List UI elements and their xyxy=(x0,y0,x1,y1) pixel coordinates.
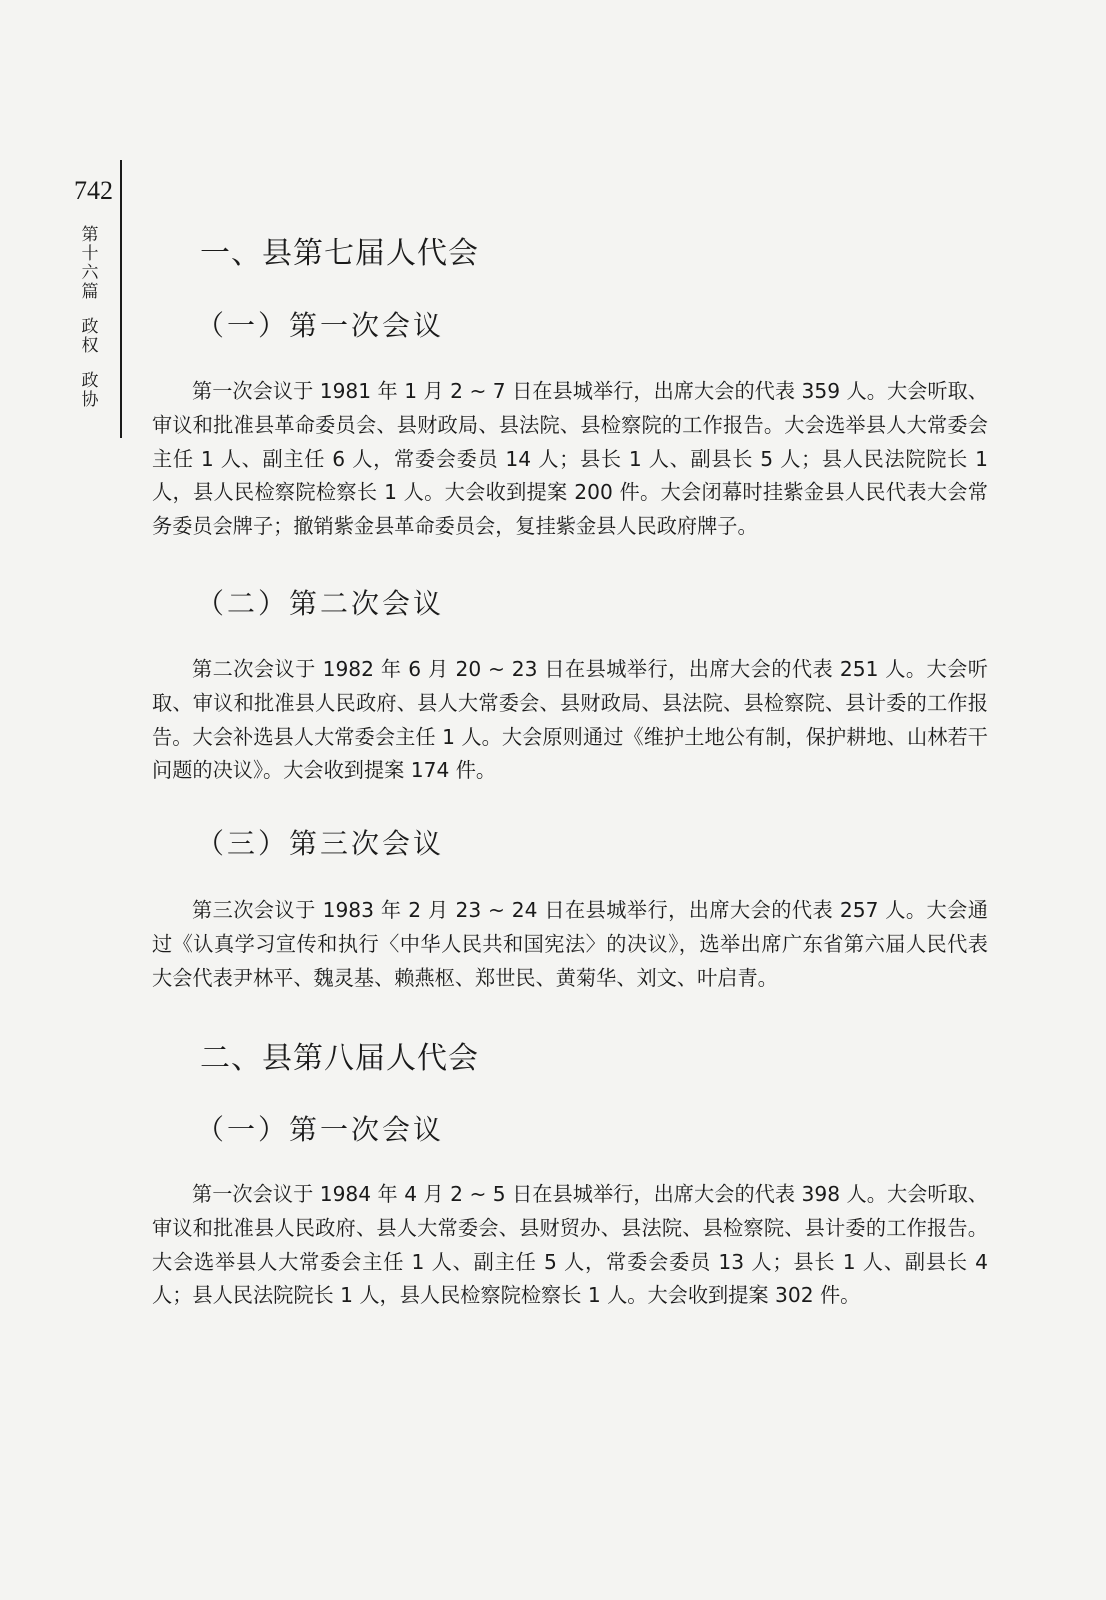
meeting-heading: （三）第三次会议 xyxy=(196,827,445,860)
meeting-heading: （一）第一次会议 xyxy=(196,1113,445,1146)
section-heading: 一、县第七届人代会 xyxy=(200,236,479,271)
margin-rule xyxy=(120,160,122,438)
running-head-vertical xyxy=(78,226,102,410)
meeting-heading: （一）第一次会议 xyxy=(196,309,445,342)
page-number: 742 xyxy=(74,176,113,205)
meeting-paragraph: 第一次会议于 1984 年 4 月 2 ~ 5 日在县城举行，出席大会的代表 398 人。大会听取、审议和批准县人民政府、县人大常委会、县财贸办、县法院、县检察院、县计委的工作报告。大会选举县人大常委会主任 1 人、副主任 5 人，常委会委员 13 人；县长 1 人、副县长 4 人；县人民法院院长 1 人，县人民检察院检察长 1 人。大会收到提案 302 件。 xyxy=(152,1182,988,1308)
meeting-paragraph: 第二次会议于 1982 年 6 月 20 ~ 23 日在县城举行，出席大会的代表 251 人。大会听取、审议和批准县人民政府、县人大常委会、县财政局、县法院、县检察院、县计委的工作报告。大会补选县人大常委会主任 1 人。大会原则通过《维护土地公有制，保护耕地、山林若干问题的决议》。大会收到提案 174 件。 xyxy=(152,657,988,783)
meeting-paragraph: 第三次会议于 1983 年 2 月 23 ~ 24 日在县城举行，出席大会的代表 257 人。大会通过《认真学习宣传和执行〈中华人民共和国宪法〉的决议》，选举出席广东省第六届人民代表大会代表尹林平、魏灵基、赖燕枢、郑世民、黄菊华、刘文、叶启青。 xyxy=(152,898,988,990)
running-head-part: 第十六篇 xyxy=(81,225,99,302)
running-head-topic-2: 政协 xyxy=(81,371,99,410)
meeting-paragraph: 第一次会议于 1981 年 1 月 2 ~ 7 日在县城举行，出席大会的代表 359 人。大会听取、审议和批准县革命委员会、县财政局、县法院、县检察院的工作报告。大会选举县人大常委会主任 1 人、副主任 6 人，常委会委员 14 人；县长 1 人、副县长 5 人；县人民法院院长 1 人，县人民检察院检察长 1 人。大会收到提案 200 件。大会闭幕时挂紫金县人民代表大会常务委员会牌子；撤销紫金县革命委员会，复挂紫金县人民政府牌子。 xyxy=(152,379,988,539)
section-heading: 二、县第八届人代会 xyxy=(200,1041,479,1076)
running-head-topic-1: 政权 xyxy=(81,317,99,356)
meeting-heading: （二）第二次会议 xyxy=(196,587,445,620)
